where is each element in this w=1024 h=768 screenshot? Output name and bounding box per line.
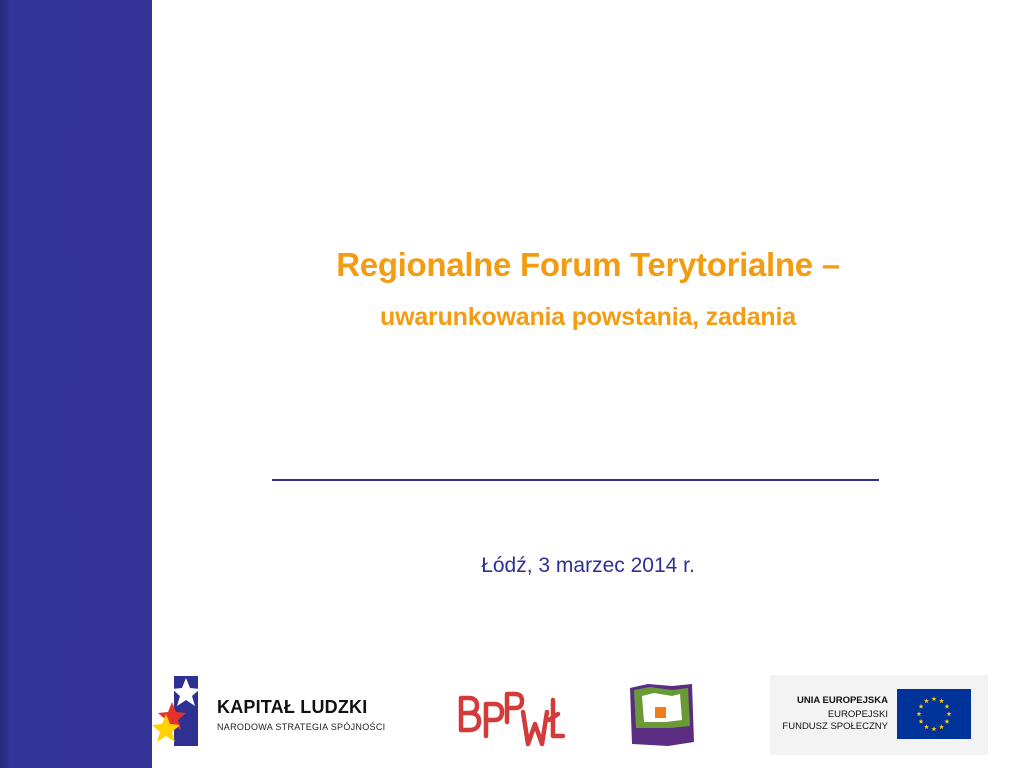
- slide-title: Regionalne Forum Terytorialne –: [336, 246, 840, 283]
- eu-flag-icon: [897, 689, 971, 739]
- kapital-ludzki-title: KAPITAŁ LUDZKI: [217, 697, 368, 717]
- sidebar-band: [0, 0, 152, 768]
- bppwl-logo: [455, 690, 565, 750]
- kapital-ludzki-subtitle: NARODOWA STRATEGIA SPÓJNOŚCI: [217, 722, 386, 732]
- bppwl-wordmark-icon: [455, 690, 565, 750]
- lodz-region-logo: [628, 682, 696, 748]
- date-line: Łódź, 3 marzec 2014 r.: [481, 554, 695, 577]
- region-map-icon: [628, 682, 696, 748]
- slide-subtitle: uwarunkowania powstania, zadania: [380, 303, 796, 331]
- kapital-ludzki-stars-icon: [152, 674, 214, 754]
- eu-line-1: EUROPEJSKI: [827, 709, 888, 720]
- eu-line-2: FUNDUSZ SPOŁECZNY: [782, 721, 888, 732]
- title-divider: [272, 479, 879, 481]
- eu-title: UNIA EUROPEJSKA: [797, 695, 888, 706]
- kapital-ludzki-logo: [152, 674, 392, 754]
- eu-social-fund-logo: [770, 675, 988, 755]
